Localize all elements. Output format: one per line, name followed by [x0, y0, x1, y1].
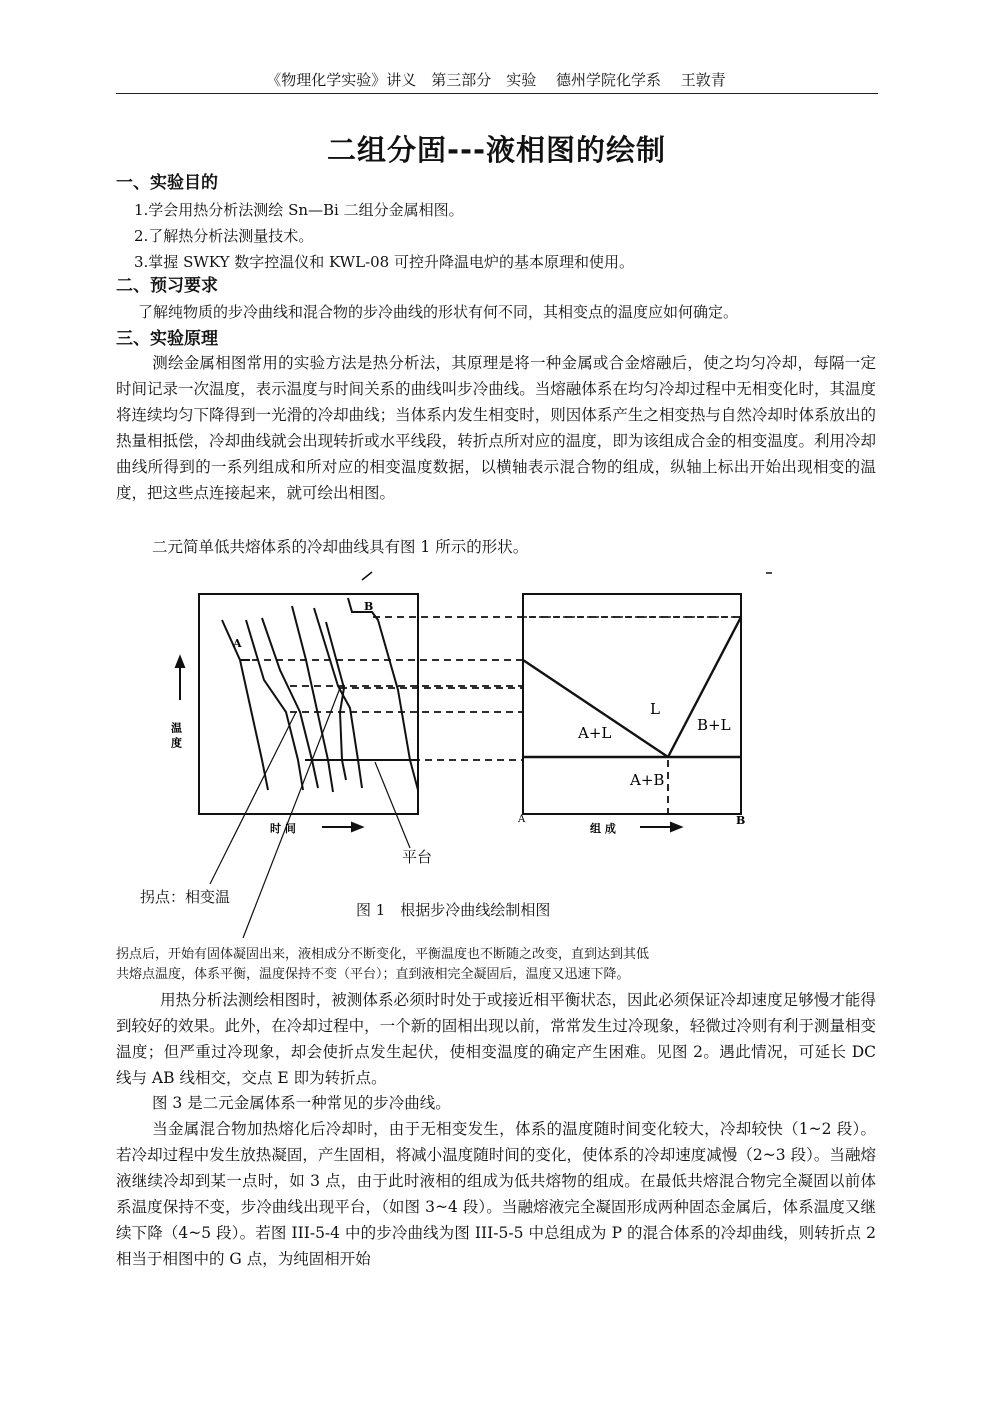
cooling-curve-A [222, 620, 268, 790]
figure-note-line-1: 拐点后，开始有固体凝固出来，液相成分不断变化，平衡温度也不断随之改变，直到达到其低 [116, 947, 650, 962]
cooling-curves-frame [199, 594, 418, 814]
right-label-B: B [736, 814, 746, 827]
cooling-curve-2 [246, 620, 303, 790]
region-label-AL: A+L [578, 724, 612, 742]
region-label-BL: B+L [697, 716, 731, 734]
left-xlabel: 时 间 [270, 822, 296, 835]
aim-item-3: 3.掌握 SWKY 数字控温仪和 KWL-08 可控升降温电炉的基本原理和使用。 [134, 253, 634, 271]
paragraph-thermal-analysis-text: 用热分析法测绘相图时，被测体系必须时时处于或接近相平衡状态，因此必须保证冷却速度足够慢才能得到较好的效果。此外，在冷却过程中，一个新的固相出现以前，常常发生过冷现象，轻微过冷则有利于测量相变温度；但严重过冷现象，却会使折点发生起伏，使相变温度的确定产生困难。见图 2。遇此情况，可延长 DC 线与 AB 线相交，交点 E 即为转折点。 [116, 991, 876, 1087]
figure-1-caption: 图 1 根据步冷曲线绘制相图 [356, 901, 551, 919]
inflection-pointer-1 [210, 712, 296, 884]
principle-paragraph-1-text: 测绘金属相图常用的实验方法是热分析法，其原理是将一种金属或合金熔融后，使之均匀冷却，每隔一定时间记录一次温度，表示温度与时间关系的曲线叫步冷曲线。当熔融体系在均匀冷却过程中无相变化时，其温度将连续均匀下降得到一光滑的冷却曲线；当体系内发生相变时，则因体系产生之相变热与自然冷却时体系放出的热量相抵偿，冷却曲线就会出现转折或水平线段，转折点所对应的温度，即为该组成合金的相变温度。利用冷却曲线所得到的一系列组成和所对应的相变温度数据，以横轴表示混合物的组成，纵轴上标出开始出现相变的温度，把这些点连接起来，就可绘出相图。 [116, 354, 876, 502]
inflection-label: 拐点：相变温 [140, 888, 231, 906]
paragraph-figure-3 [116, 1090, 876, 1116]
platform-pointer [375, 762, 410, 848]
figure-note-line-2: 共熔点温度，体系平衡，温度保持不变（平台）；直到液相完全凝固后，温度又迅速下降。 [116, 967, 630, 982]
region-label-AB: A+B [630, 771, 665, 789]
left-ylabel: 温 度 [169, 722, 183, 748]
paragraph-thermal-analysis [116, 987, 876, 1091]
paragraph-figure-3-text: 图 3 是二元金属体系一种常见的步冷曲线。 [152, 1094, 451, 1112]
preview-text: 了解纯物质的步冷曲线和混合物的步冷曲线的形状有何不同，其相变点的温度应如何确定。 [138, 303, 739, 321]
right-xlabel: 组 成 [590, 822, 616, 835]
aim-item-1: 1.学会用热分析法测绘 Sn—Bi 二组分金属相图。 [134, 201, 464, 219]
aim-item-2: 2.了解热分析法测量技术。 [134, 227, 314, 245]
principle-paragraph-2-text: 二元简单低共熔体系的冷却曲线具有图 1 所示的形状。 [152, 538, 529, 556]
paragraph-cooling-process [116, 1116, 892, 1272]
section-heading-preview: 二、预习要求 [116, 276, 218, 296]
section-heading-principle: 三、实验原理 [116, 329, 218, 349]
cooling-curve-6 [326, 622, 346, 780]
curve-label-B: B [364, 600, 374, 613]
page-header: 《物理化学实验》讲义 第三部分 实验 德州学院化学系 王敦青 [266, 71, 726, 89]
right-label-A: A [518, 814, 526, 825]
platform-label: 平台 [402, 848, 433, 866]
region-label-L: L [650, 700, 660, 718]
liquidus-A [523, 660, 668, 757]
section-heading-aims: 一、实验目的 [116, 173, 218, 193]
page-title: 二组分固---液相图的绘制 [326, 133, 667, 167]
curve-label-A: A [233, 637, 242, 650]
liquidus-B [668, 617, 741, 757]
paragraph-cooling-process-text: 当金属混合物加热熔化后冷却时，由于无相变发生，体系的温度随时间变化较大，冷却较快（1~2 段）。若冷却过程中发生放热凝固，产生固相，将减小温度随时间的变化，使体系的冷却速度减慢（2~3 段）。当融熔液继续冷却到某一点时，如 3 点，由于此时液相的组成为低共熔物的组成。在最低共熔混合物完全凝固以前体系温度保持不变，步冷曲线出现平台，（如图 3~4 段）。当融熔液完全凝固形成两种固态金属后，体系温度又继续下降（4~5 段）。若图 III-5-4 中的步冷曲线为图 III-5-5 中总组成为 P 的混合体系的冷却曲线，则转折点 2 相当于相图中的 G 点，为纯固相开始 [116, 1120, 892, 1268]
